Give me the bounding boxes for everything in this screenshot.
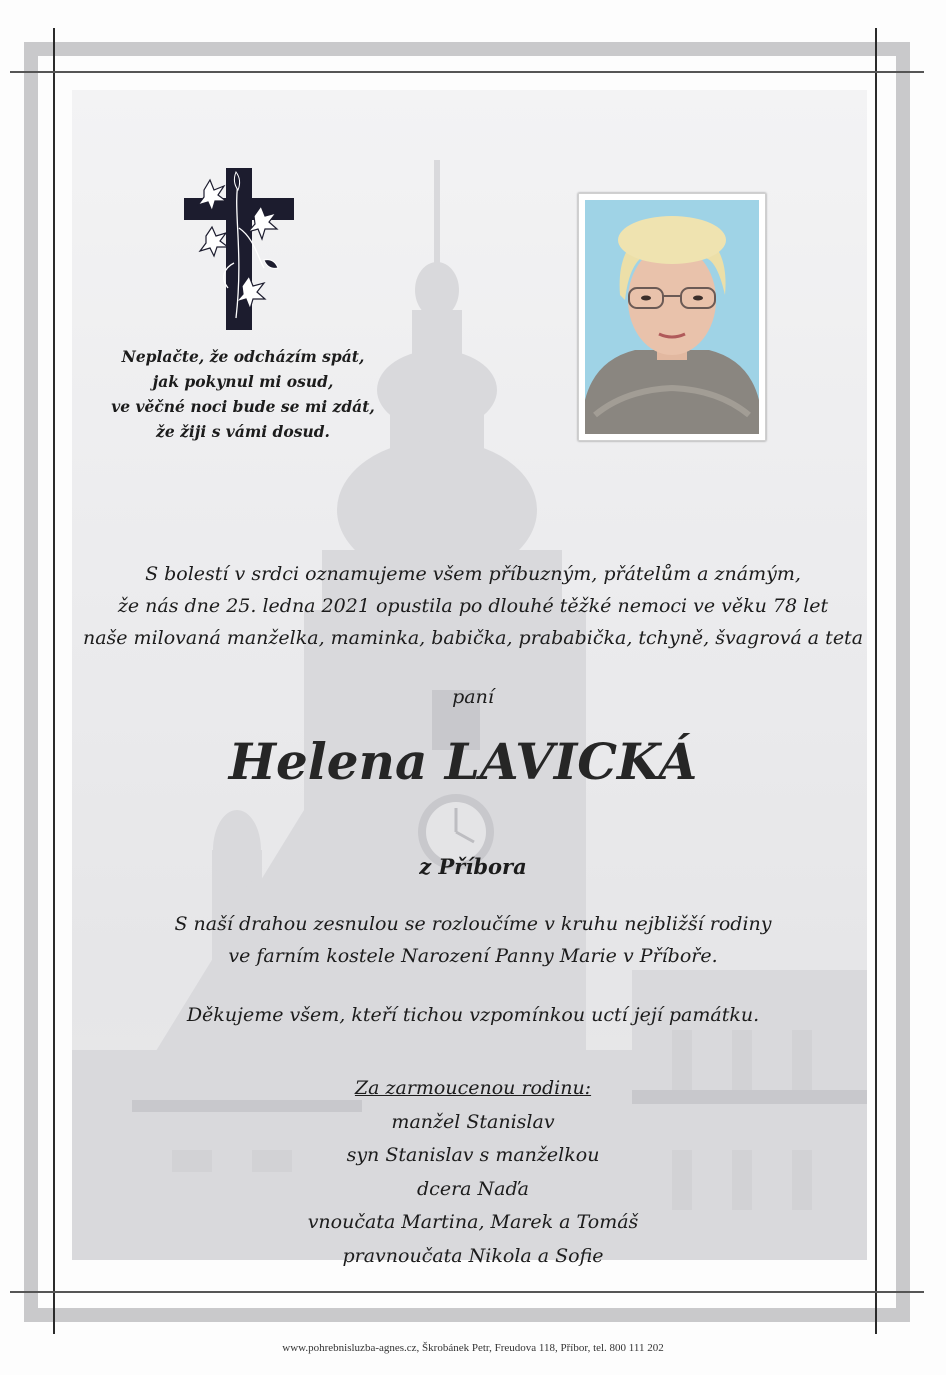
family-member: dcera Naďa — [417, 1177, 529, 1200]
memorial-poem — [80, 344, 406, 444]
poem-line: že žiji s vámi dosud. — [156, 422, 330, 441]
funeral-line: S naší drahou zesnulou se rozloučíme v kruhu nejbližší rodiny — [174, 913, 772, 935]
family-member: vnoučata Martina, Marek a Tomáš — [307, 1211, 639, 1233]
deceased-name: Helena LAVICKÁ — [228, 732, 698, 791]
funeral-info — [0, 908, 946, 972]
announcement-line: S bolestí v srdci oznamujeme všem příbuzným, přátelům a známým, — [145, 563, 801, 585]
family-list — [0, 1072, 946, 1273]
title-prefix: paní — [452, 686, 494, 708]
origin-text: z Příbora — [419, 854, 527, 879]
top-border-line — [10, 71, 924, 73]
poem-line: ve věčné noci bude se mi zdát, — [111, 397, 375, 416]
cross-with-lilies-icon — [184, 168, 294, 330]
portrait-photo — [585, 200, 759, 434]
funeral-line: ve farním kostele Narození Panny Marie v Příboře. — [228, 945, 718, 967]
announcement-text — [0, 558, 946, 654]
family-member: manžel Stanislav — [391, 1110, 555, 1133]
thanks-text: Děkujeme všem, kteří tichou vzpomínkou uctí její památku. — [186, 1004, 760, 1026]
family-member: syn Stanislav s manželkou — [346, 1144, 600, 1166]
poem-line: Neplačte, že odcházím spát, — [121, 347, 365, 366]
bottom-border-line — [10, 1291, 924, 1293]
family-member: pravnoučata Nikola a Sofie — [342, 1244, 604, 1267]
footer-contact: www.pohrebnisluzba-agnes.cz, Škrobánek Petr, Freudova 118, Příbor, tel. 800 111 202 — [282, 1342, 664, 1354]
family-heading: Za zarmoucenou rodinu: — [354, 1077, 592, 1099]
portrait-photo-frame — [578, 193, 766, 441]
poem-line: jak pokynul mi osud, — [152, 372, 334, 391]
announcement-line: naše milovaná manželka, maminka, babička, prababička, tchyně, švagrová a teta — [82, 627, 864, 649]
announcement-line: že nás dne 25. ledna 2021 opustila po dlouhé těžké nemoci ve věku 78 let — [117, 595, 829, 617]
